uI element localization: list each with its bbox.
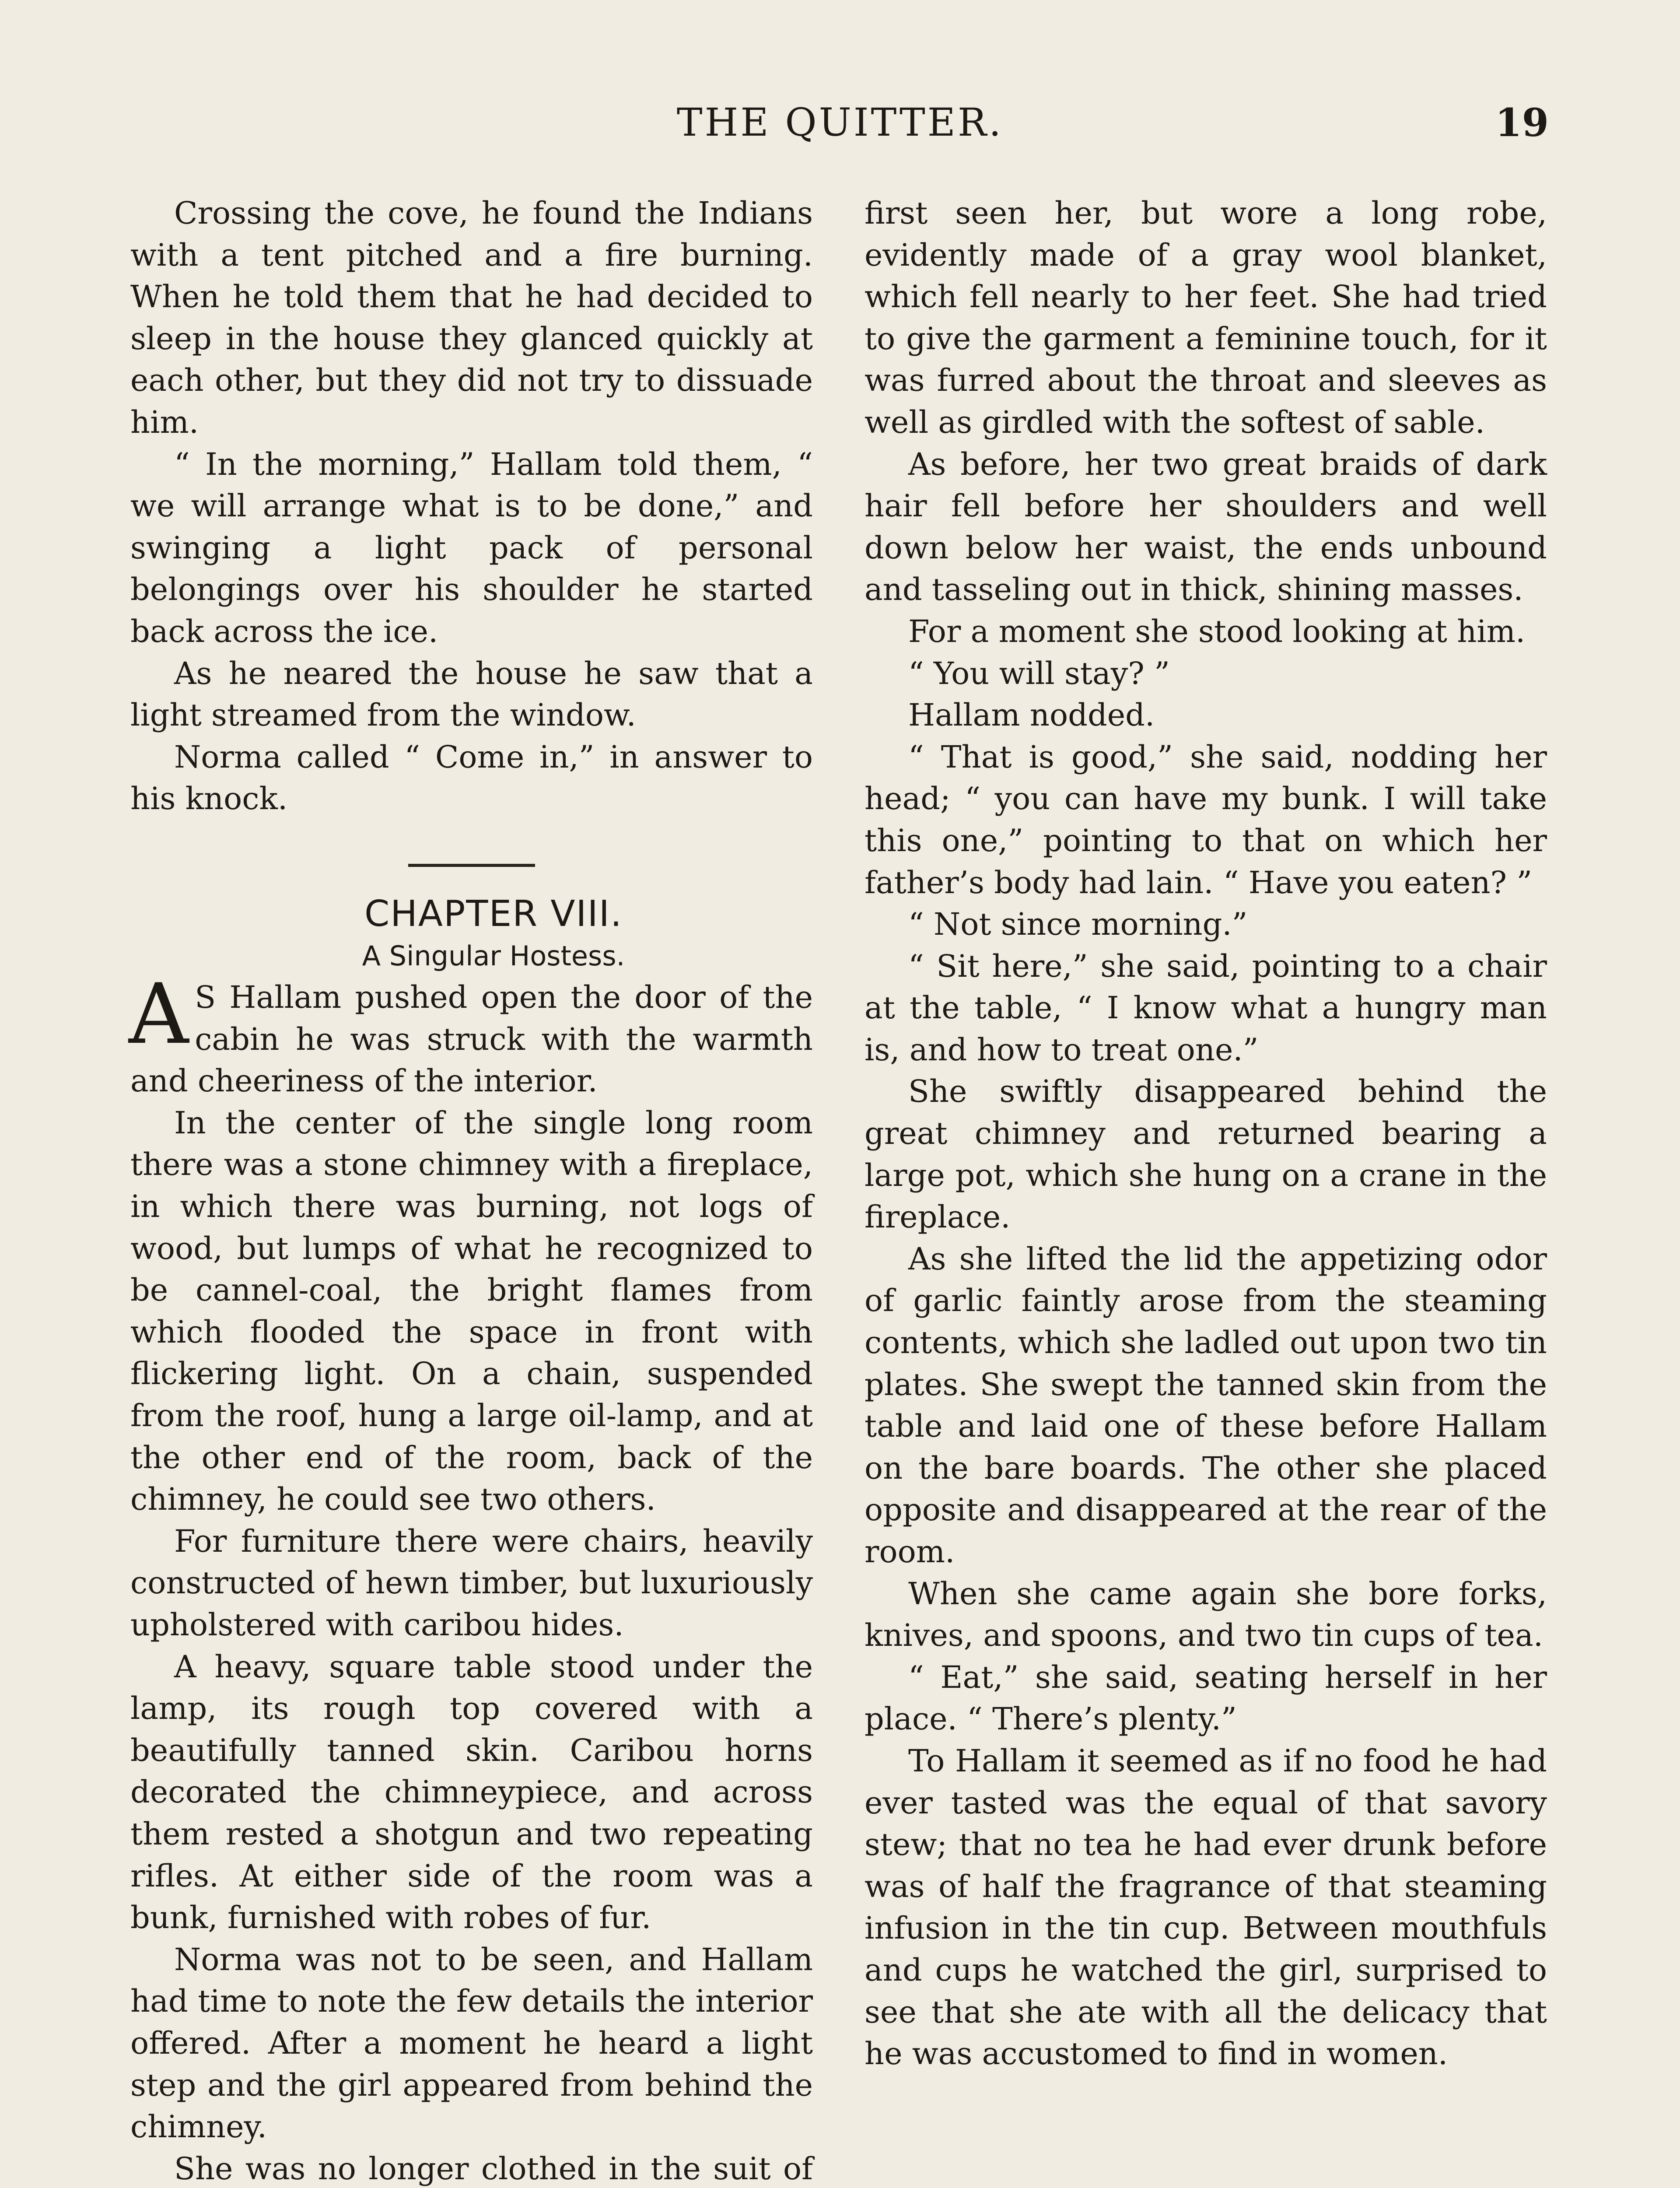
running-head: THE QUITTER. bbox=[676, 100, 1004, 145]
paragraph: “ In the morning,” Hallam told them, “ we will arrange what is to be done,” and swinging a light pack of personal belongings over his shoulder he started back across the ice. bbox=[130, 446, 813, 649]
paragraph: Crossing the cove, he found the Indians with a tent pitched and a fire burning. When he told them that he had decided to sleep in the house they glanced quickly at each other, but they did not try to dissuade him. bbox=[130, 195, 813, 440]
paragraph: For a moment she stood looking at him. bbox=[908, 613, 1526, 649]
continued-paragraph: first seen her, but wore a long robe, evidently made of a gray wool blanket, which fell nearly to her feet. She had tried to give the garment a feminine touch, for it was furred about the throat and sleeves as well as girdled with the softest of sable. bbox=[864, 195, 1547, 440]
page-number: 19 bbox=[1495, 100, 1549, 145]
paragraph: Hallam nodded. bbox=[908, 697, 1155, 733]
chapter-opening-paragraph bbox=[129, 966, 813, 1102]
page-header bbox=[131, 100, 1549, 161]
paragraph: Norma was not to be seen, and Hallam had time to note the few details the interior offered. After a moment he heard a light step and the girl appeared from behind the chimney. bbox=[130, 1941, 813, 2145]
chapter-subtitle: A Singular Hostess. bbox=[362, 940, 625, 972]
paragraph: A heavy, square table stood under the lamp, its rough top covered with a beautifully tanned skin. Caribou horns decorated the chimneypiece, and across them rested a shotgun and two repeating rifles. At either side of the room was a bunk, furnished with robes of fur. bbox=[130, 1648, 813, 1936]
paragraph: She swiftly disappeared behind the great chimney and returned bearing a large pot, which she hung on a crane in the fireplace. bbox=[864, 1073, 1547, 1235]
paragraph: In the center of the single long room there was a stone chimney with a fireplace, in which there was burning, not logs of wood, but lumps of what he recognized to be cannel-coal, the bright flames from which flooded the space in front with flickering light. On a chain, suspended from the roof, hung a large oil-lamp, and at the other end of the room, back of the chimney, he could see two others. bbox=[130, 1105, 813, 1518]
paragraph: “ Not since morning.” bbox=[908, 906, 1248, 943]
paragraph: “ You will stay? ” bbox=[908, 655, 1170, 691]
paragraph: “ Sit here,” she said, pointing to a chair at the table, “ I know what a hungry man is, and how to treat one.” bbox=[864, 948, 1547, 1068]
paragraph: As he neared the house he saw that a light streamed from the window. bbox=[130, 655, 813, 733]
section-divider bbox=[408, 864, 535, 867]
paragraph: To Hallam it seemed as if no food he had ever tasted was the equal of that savory stew; that no tea he had ever drunk before was of half the fragrance of that steaming infusion in the tin cup. Between mouthfuls and cups he watched the girl, surprised to see that she ate with all the delicacy that he was accustomed to find in women. bbox=[864, 1743, 1547, 2072]
left-column bbox=[130, 193, 813, 2188]
paragraph: As she lifted the lid the appetizing odor of garlic faintly arose from the steaming contents, which she ladled out upon two tin plates. She swept the tanned skin from the table and laid one of these before Hallam on the bare boards. The other she placed opposite and disappeared at the rear of the room. bbox=[864, 1241, 1547, 1570]
paragraph: “ Eat,” she said, seating herself in her place. “ There’s plenty.” bbox=[864, 1659, 1547, 1737]
paragraph: As before, her two great braids of dark hair fell before her shoulders and well down below her waist, the ends unbound and tasseling out in thick, shining masses. bbox=[864, 446, 1547, 608]
paragraph: When she came again she bore forks, knives, and spoons, and two tin cups of tea. bbox=[864, 1575, 1547, 1654]
chapter-title: CHAPTER VIII. bbox=[364, 893, 623, 935]
paragraph: “ That is good,” she said, nodding her head; “ you can have my bunk. I will take this one,” pointing to that on which her father’s body had lain. “ Have you eaten? ” bbox=[864, 739, 1547, 901]
paragraph: For furniture there were chairs, heavily constructed of hewn timber, but luxuriously upholstered with caribou hides. bbox=[130, 1523, 813, 1643]
opening-text: S Hallam pushed open the door of the cabin he was struck with the warmth and cheeriness of the interior. bbox=[130, 979, 813, 1099]
drop-cap: A bbox=[129, 966, 189, 1063]
right-column bbox=[864, 193, 1547, 2075]
paragraph: She was no longer clothed in the suit of bbox=[174, 2150, 813, 2187]
paragraph: Norma called “ Come in,” in answer to his knock. bbox=[130, 739, 813, 817]
